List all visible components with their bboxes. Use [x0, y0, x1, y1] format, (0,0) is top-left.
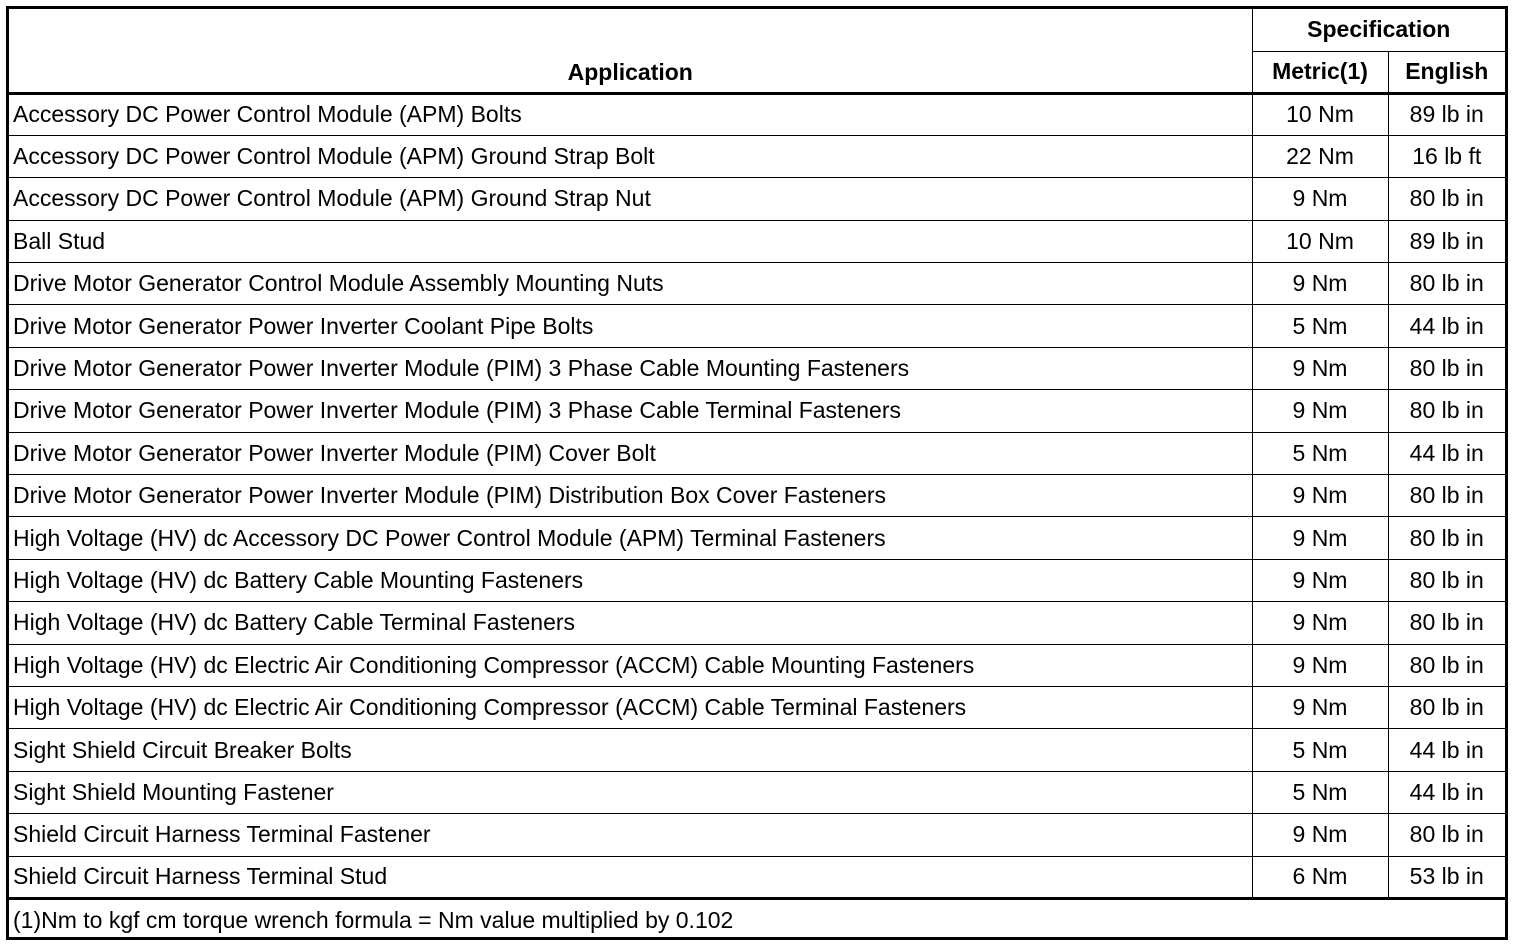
metric-cell: 9 Nm: [1252, 263, 1388, 305]
english-cell: 16 lb ft: [1388, 135, 1505, 177]
english-cell: 80 lb in: [1388, 178, 1505, 220]
application-cell: Accessory DC Power Control Module (APM) Ground Strap Nut: [9, 178, 1252, 220]
table-row: [9, 135, 1505, 177]
english-cell: 44 lb in: [1388, 729, 1505, 771]
application-cell: Drive Motor Generator Control Module Assembly Mounting Nuts: [9, 263, 1252, 305]
application-cell: Sight Shield Circuit Breaker Bolts: [9, 729, 1252, 771]
metric-cell: 5 Nm: [1252, 432, 1388, 474]
english-cell: 80 lb in: [1388, 390, 1505, 432]
table-row: [9, 686, 1505, 728]
english-cell: 80 lb in: [1388, 602, 1505, 644]
metric-cell: 9 Nm: [1252, 686, 1388, 728]
english-cell: 89 lb in: [1388, 220, 1505, 262]
metric-cell: 6 Nm: [1252, 856, 1388, 898]
application-cell: Shield Circuit Harness Terminal Fastener: [9, 814, 1252, 856]
metric-cell: 9 Nm: [1252, 475, 1388, 517]
english-cell: 44 lb in: [1388, 771, 1505, 813]
table-row: [9, 432, 1505, 474]
english-cell: 80 lb in: [1388, 517, 1505, 559]
metric-cell: 9 Nm: [1252, 602, 1388, 644]
table-row: [9, 93, 1505, 135]
english-cell: 80 lb in: [1388, 814, 1505, 856]
table-row: [9, 559, 1505, 601]
english-cell: 80 lb in: [1388, 644, 1505, 686]
footnote: (1)Nm to kgf cm torque wrench formula = Nm value multiplied by 0.102: [9, 898, 1505, 941]
metric-column-header: Metric(1): [1252, 51, 1388, 93]
table-row: [9, 729, 1505, 771]
table-row: [9, 602, 1505, 644]
specification-column-header: Specification: [1252, 9, 1505, 51]
table-row: [9, 305, 1505, 347]
metric-cell: 9 Nm: [1252, 644, 1388, 686]
metric-cell: 9 Nm: [1252, 347, 1388, 389]
application-cell: Drive Motor Generator Power Inverter Module (PIM) 3 Phase Cable Terminal Fasteners: [9, 390, 1252, 432]
english-cell: 80 lb in: [1388, 263, 1505, 305]
english-cell: 80 lb in: [1388, 475, 1505, 517]
footnote-row: [9, 898, 1505, 941]
application-cell: Accessory DC Power Control Module (APM) Bolts: [9, 93, 1252, 135]
application-cell: Accessory DC Power Control Module (APM) Ground Strap Bolt: [9, 135, 1252, 177]
application-cell: Drive Motor Generator Power Inverter Module (PIM) Distribution Box Cover Fasteners: [9, 475, 1252, 517]
table-row: [9, 475, 1505, 517]
application-cell: High Voltage (HV) dc Battery Cable Mounting Fasteners: [9, 559, 1252, 601]
table-row: [9, 347, 1505, 389]
header-row-top: [9, 9, 1505, 51]
table-row: [9, 263, 1505, 305]
english-cell: 53 lb in: [1388, 856, 1505, 898]
application-cell: High Voltage (HV) dc Electric Air Conditioning Compressor (ACCM) Cable Terminal Fasteners: [9, 686, 1252, 728]
torque-specification-table: [9, 9, 1505, 941]
metric-cell: 10 Nm: [1252, 93, 1388, 135]
metric-cell: 9 Nm: [1252, 517, 1388, 559]
application-cell: Drive Motor Generator Power Inverter Module (PIM) 3 Phase Cable Mounting Fasteners: [9, 347, 1252, 389]
table-row: [9, 856, 1505, 898]
torque-specification-table-frame: [6, 6, 1508, 940]
application-cell: High Voltage (HV) dc Electric Air Conditioning Compressor (ACCM) Cable Mounting Fasteners: [9, 644, 1252, 686]
metric-cell: 10 Nm: [1252, 220, 1388, 262]
application-cell: High Voltage (HV) dc Accessory DC Power Control Module (APM) Terminal Fasteners: [9, 517, 1252, 559]
metric-cell: 5 Nm: [1252, 771, 1388, 813]
english-cell: 80 lb in: [1388, 686, 1505, 728]
table-row: [9, 771, 1505, 813]
table-row: [9, 517, 1505, 559]
application-cell: Sight Shield Mounting Fastener: [9, 771, 1252, 813]
application-cell: Shield Circuit Harness Terminal Stud: [9, 856, 1252, 898]
metric-cell: 9 Nm: [1252, 178, 1388, 220]
table-row: [9, 390, 1505, 432]
english-column-header: English: [1388, 51, 1505, 93]
table-body: [9, 93, 1505, 898]
application-cell: Drive Motor Generator Power Inverter Module (PIM) Cover Bolt: [9, 432, 1252, 474]
table-row: [9, 644, 1505, 686]
english-cell: 89 lb in: [1388, 93, 1505, 135]
application-cell: Drive Motor Generator Power Inverter Coolant Pipe Bolts: [9, 305, 1252, 347]
metric-cell: 22 Nm: [1252, 135, 1388, 177]
metric-cell: 9 Nm: [1252, 559, 1388, 601]
table-row: [9, 814, 1505, 856]
application-cell: High Voltage (HV) dc Battery Cable Terminal Fasteners: [9, 602, 1252, 644]
application-cell: Ball Stud: [9, 220, 1252, 262]
metric-cell: 9 Nm: [1252, 390, 1388, 432]
application-column-header: Application: [9, 9, 1252, 93]
english-cell: 44 lb in: [1388, 432, 1505, 474]
metric-cell: 5 Nm: [1252, 305, 1388, 347]
table-row: [9, 220, 1505, 262]
english-cell: 80 lb in: [1388, 347, 1505, 389]
metric-cell: 5 Nm: [1252, 729, 1388, 771]
english-cell: 80 lb in: [1388, 559, 1505, 601]
table-row: [9, 178, 1505, 220]
metric-cell: 9 Nm: [1252, 814, 1388, 856]
english-cell: 44 lb in: [1388, 305, 1505, 347]
